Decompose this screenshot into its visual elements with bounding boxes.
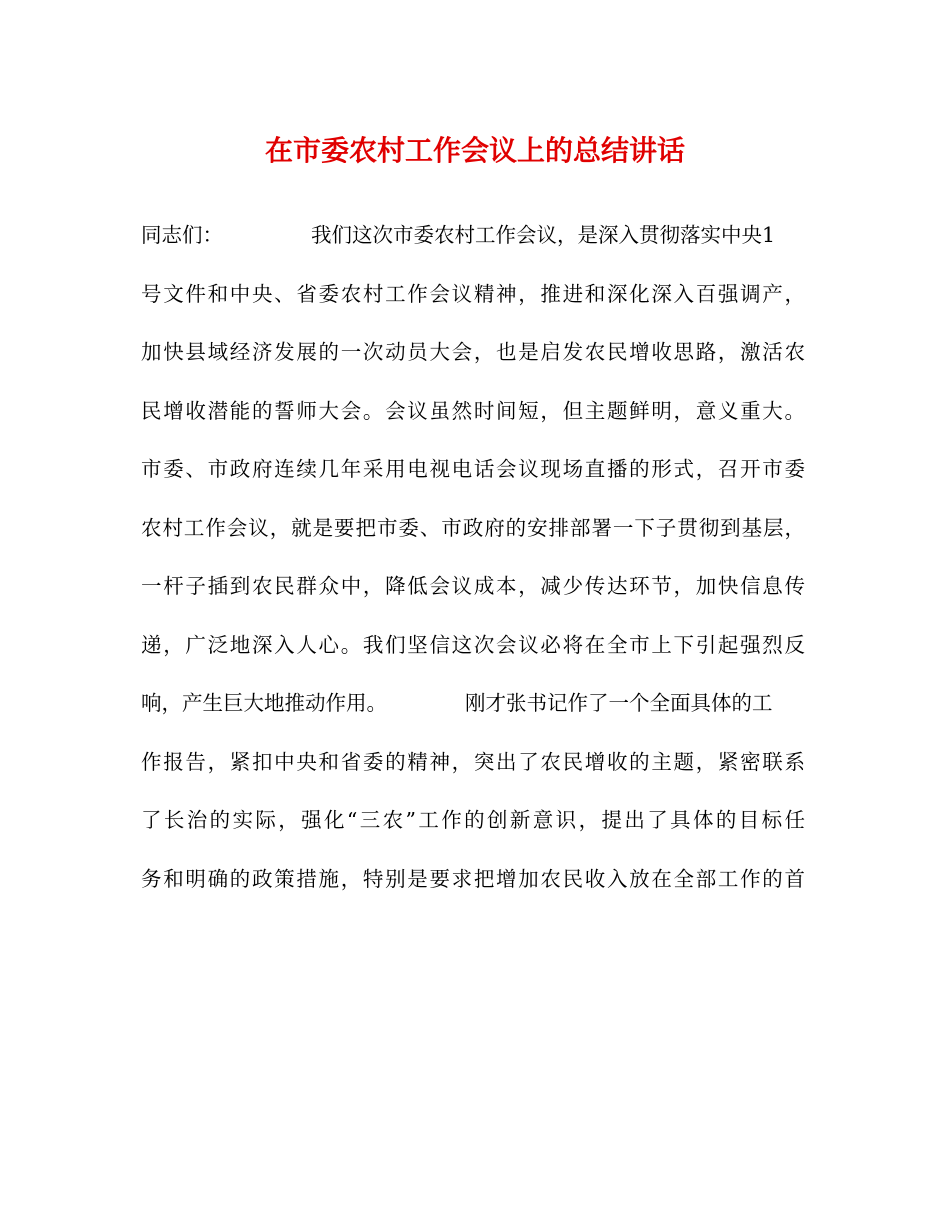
body-line-11: 了长治的实际，强化“三农”工作的创新意识，提出了具体的目标任 [141,808,805,832]
body-line-7: 一杆子插到农民群众中，降低会议成本，减少传达环节，加快信息传 [141,574,805,598]
line-text: 刚才张书记作了一个全面具体的工 [465,691,773,715]
line-text: 响，产生巨大地推动作用。 [141,691,387,715]
body-line-5: 市委、市政府连续几年采用电视电话会议现场直播的形式，召开市委 [141,457,805,481]
body-line-6: 农村工作会议，就是要把市委、市政府的安排部署一下子贯彻到基层， [141,515,805,540]
body-line-2: 号文件和中央、省委农村工作会议精神，推进和深化深入百强调产， [141,281,805,306]
document-title: 在市委农村工作会议上的总结讲话 [264,134,685,167]
line-text: 我们这次市委农村工作会议，是深入贯彻落实中央1 [311,223,776,247]
salutation: 同志们： [141,223,223,247]
body-line-8: 递，广泛地深入人心。我们坚信这次会议必将在全市上下引起强烈反 [141,632,805,657]
document-body [141,220,811,922]
body-line-12: 务和明确的政策措施，特别是要求把增加农民收入放在全部工作的首 [141,866,805,891]
body-line-4: 民增收潜能的誓师大会。会议虽然时间短，但主题鲜明，意义重大。 [141,398,805,423]
body-line-1 [141,220,805,279]
body-line-9 [141,688,805,747]
body-line-3: 加快县域经济发展的一次动员大会，也是启发农民增收思路，激活农 [141,340,805,364]
body-line-10: 作报告，紧扣中央和省委的精神，突出了农民增收的主题，紧密联系 [141,749,805,774]
